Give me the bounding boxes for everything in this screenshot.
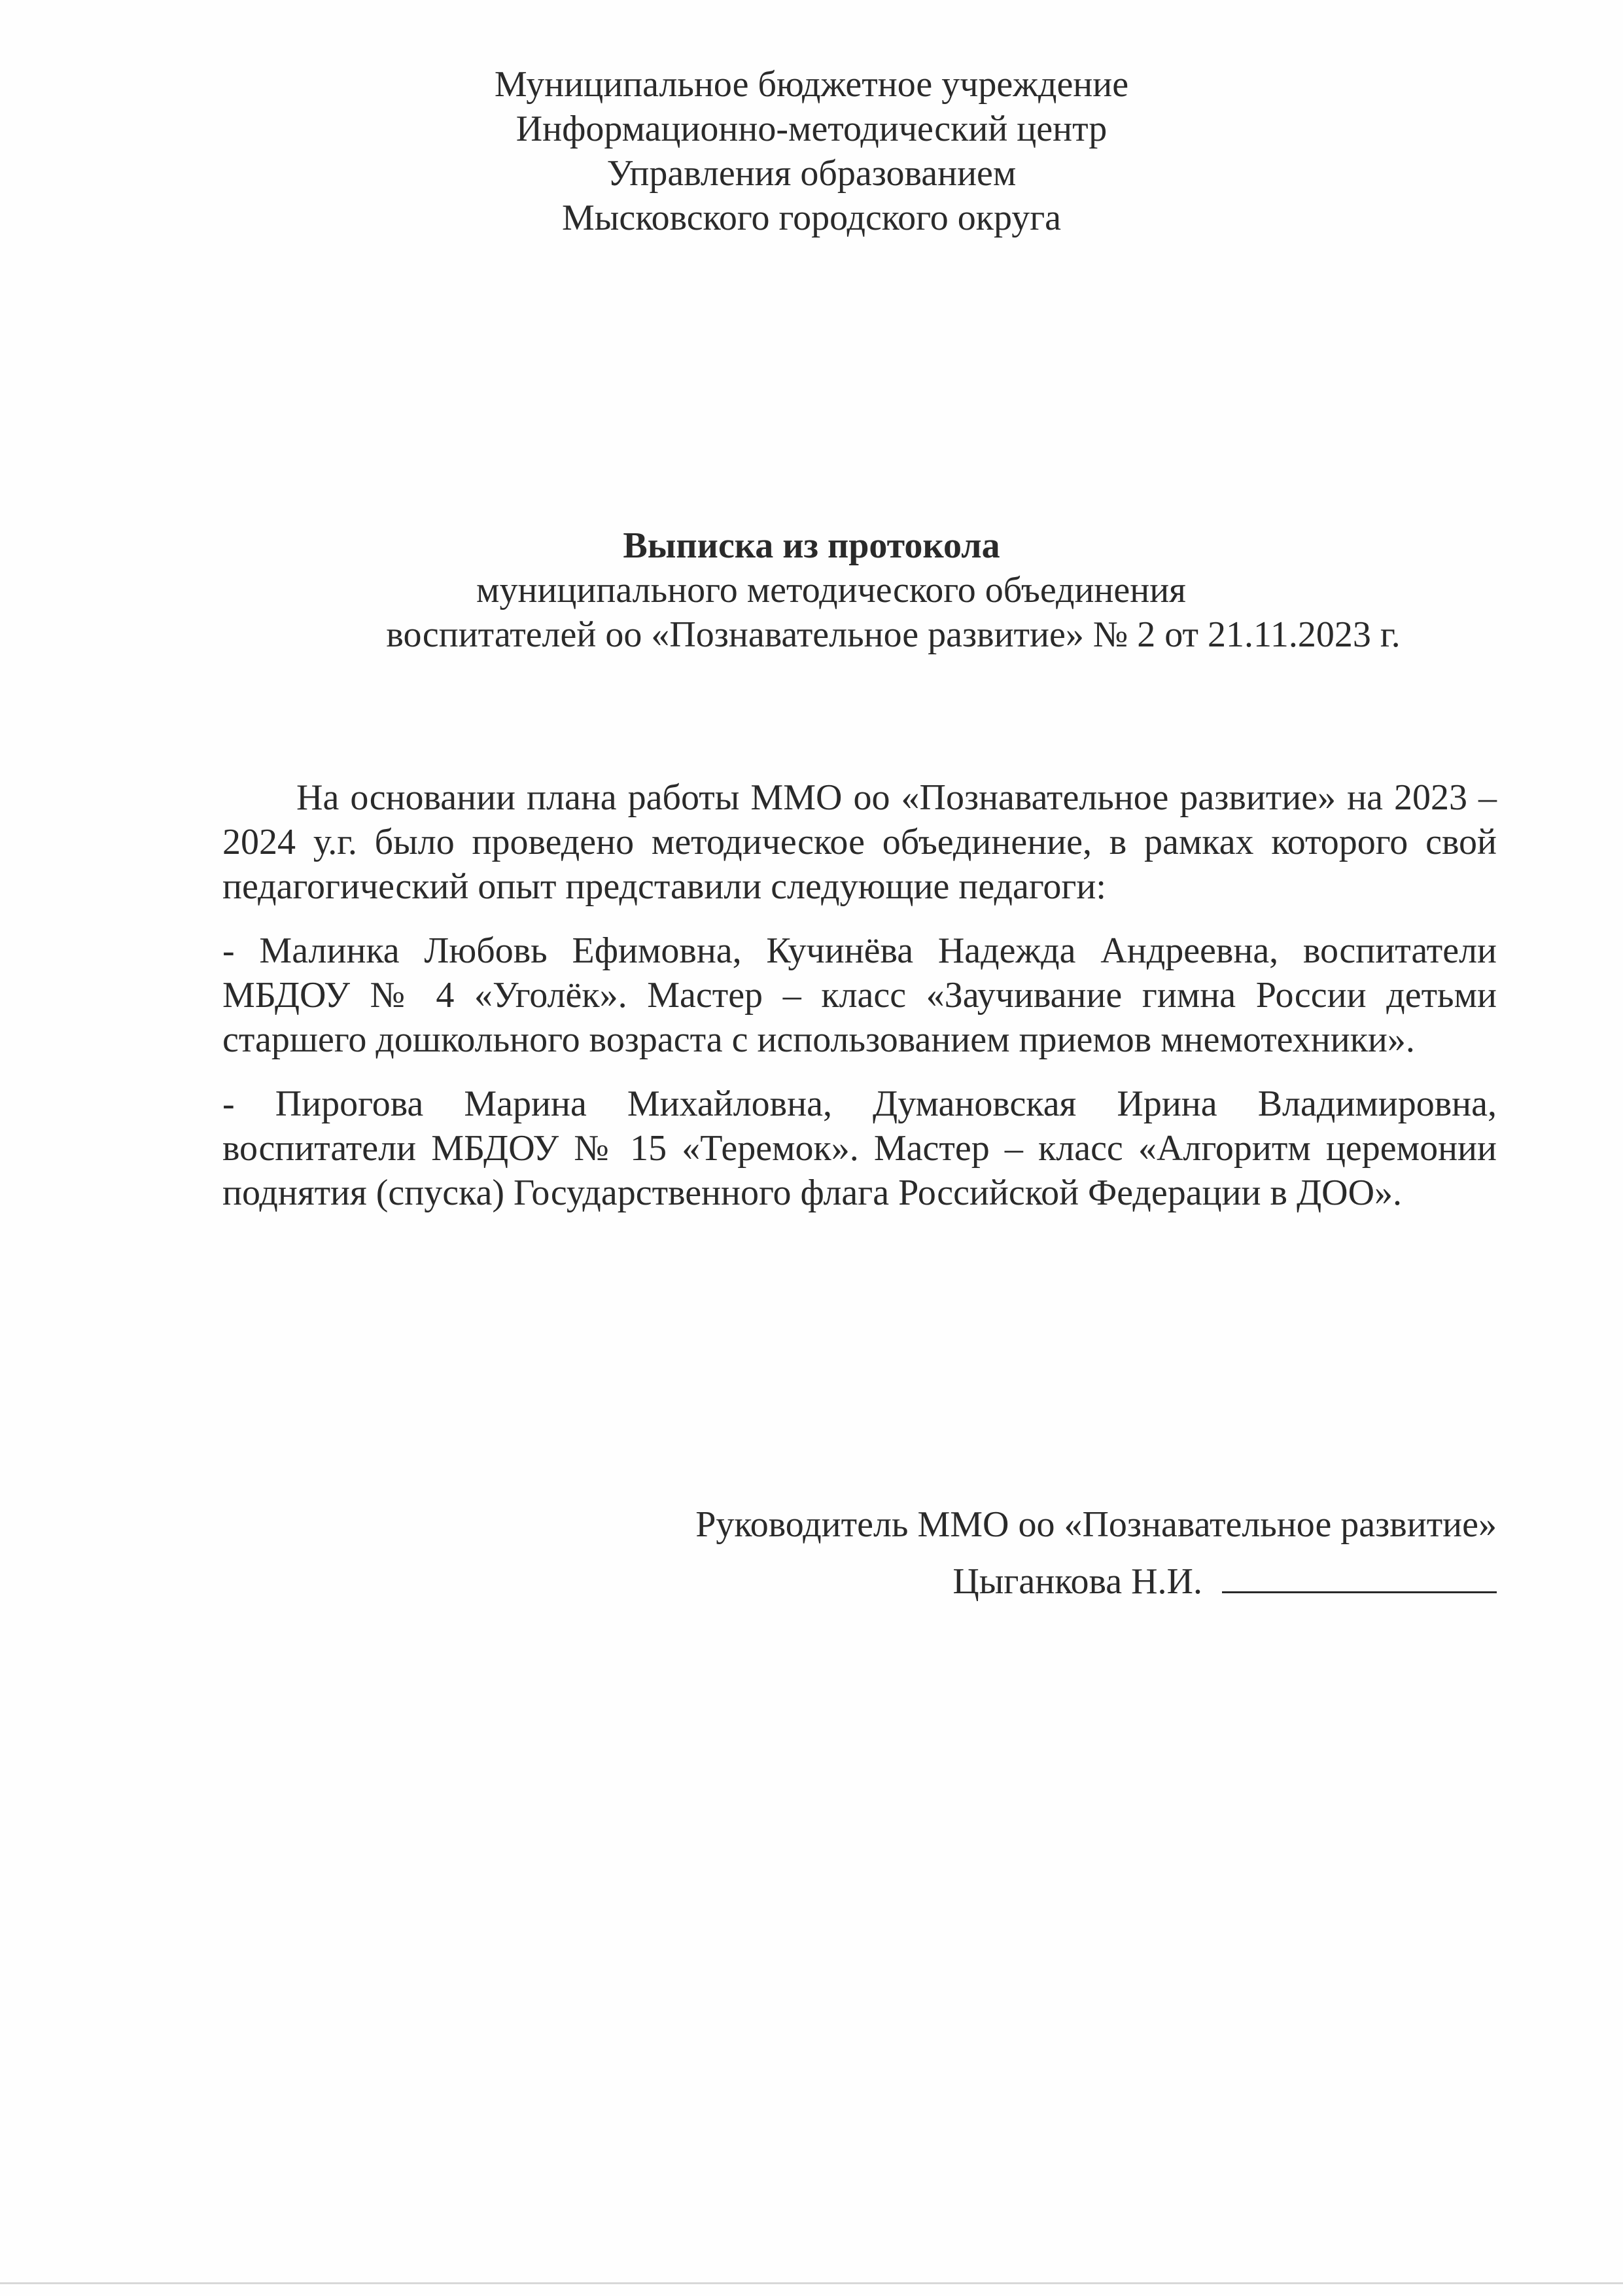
signature-block: [695, 1502, 1497, 1604]
document-heading: Выписка из протокола: [623, 525, 1000, 566]
body-paragraph-item-1: - Малинка Любовь Ефимовна, Кучинёва Надежда Андреевна, воспитатели МБДОУ № 4 «Уголёк». Мастер – класс «Заучивание гимна России детьми старшего дошкольного возраста с использованием приемов мнемотехники».: [222, 930, 1497, 1060]
header-line-1: Муниципальное бюджетное учреждение: [494, 64, 1129, 105]
document-body: [222, 775, 1497, 1235]
signatory-position: Руководитель ММО оо «Познавательное развитие»: [695, 1504, 1497, 1545]
scan-edge-divider: [0, 2282, 1623, 2284]
header-line-3: Управления образованием: [606, 153, 1017, 194]
signatory-name: Цыганкова Н.И.: [952, 1561, 1202, 1602]
header-line-4: Мысковского городского округа: [561, 198, 1062, 238]
document-subtitle-line-3: воспитателей оо «Познавательное развитие» № 2 от 21.11.2023 г.: [386, 614, 1401, 655]
organization-header: [0, 62, 1623, 240]
document-title-block: [0, 523, 1623, 657]
signature-line: [1222, 1556, 1497, 1593]
header-line-2: Информационно-методический центр: [515, 109, 1108, 149]
document-subtitle-line-2: муниципального методического объединения: [476, 570, 1186, 610]
body-paragraph-intro: На основании плана работы ММО оо «Познавательное развитие» на 2023 – 2024 у.г. было проведено методическое объединение, в рамках которого свой педагогический опыт представили следующие педагоги:: [222, 777, 1497, 907]
body-paragraph-item-2: - Пирогова Марина Михайловна, Думановская Ирина Владимировна, воспитатели МБДОУ № 15 «Теремок». Мастер – класс «Алгоритм церемонии поднятия (спуска) Государственного флага Российской Федерации в ДОО».: [222, 1084, 1497, 1213]
signatory-name-row: [695, 1556, 1497, 1604]
